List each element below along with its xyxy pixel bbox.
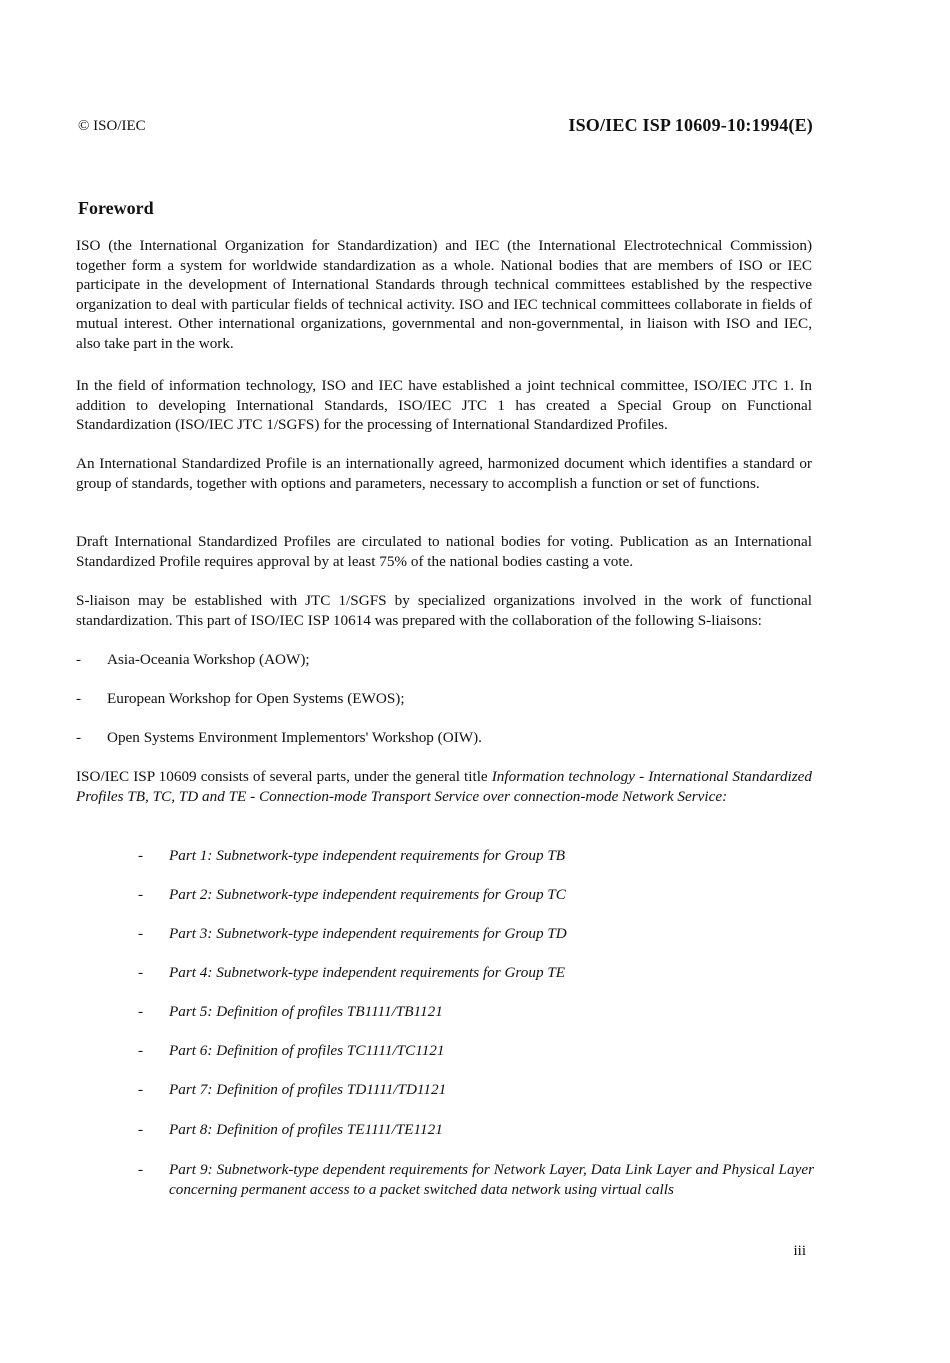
paragraph-series-intro — [76, 767, 812, 806]
part-text: Part 6: Definition of profiles TC1111/TC1121 — [169, 1042, 445, 1059]
liaison-text: Open Systems Environment Implementors' Workshop (OIW). — [107, 729, 482, 746]
part-text: Part 3: Subnetwork-type independent requirements for Group TD — [169, 925, 567, 942]
list-dash: - — [138, 1081, 144, 1098]
list-dash: - — [138, 1121, 144, 1138]
paragraph-s-liaison: S-liaison may be established with JTC 1/SGFS by specialized organizations involved in the work of functional standardization. This part of ISO/IEC ISP 10614 was prepared with the collaboration of the following S-liaisons: — [76, 592, 812, 629]
part-text: Part 5: Definition of profiles TB1111/TB1121 — [169, 1003, 443, 1020]
part-text: Part 9: Subnetwork-type dependent requirements for Network Layer, Data Link Layer and Physical Layer concerning permanent access to a packet switched data network using virtual calls — [169, 1161, 814, 1198]
part-text: Part 4: Subnetwork-type independent requirements for Group TE — [169, 964, 566, 981]
paragraph-voting: Draft International Standardized Profiles are circulated to national bodies for voting. Publication as an International Standardized Profile requires approval by at least 75% of the national bodies casting a vote. — [76, 533, 812, 570]
list-dash: - — [138, 886, 144, 903]
series-general-title: Information technology - International Standardized Profiles TB, TC, TD and TE - Connection-mode Transport Service over connection-mode Network Service: — [76, 768, 813, 805]
list-dash: - — [138, 847, 144, 864]
list-dash: - — [76, 651, 82, 668]
page-number: iii — [793, 1243, 806, 1259]
list-dash: - — [138, 1161, 144, 1178]
part-text: Part 7: Definition of profiles TD1111/TD1121 — [169, 1081, 447, 1098]
document-number-header: ISO/IEC ISP 10609-10:1994(E) — [568, 115, 813, 135]
list-dash: - — [138, 1042, 144, 1059]
list-dash: - — [138, 925, 144, 942]
part-text: Part 2: Subnetwork-type independent requirements for Group TC — [169, 886, 566, 903]
paragraph-isp-definition: An International Standardized Profile is an internationally agreed, harmonized document which identifies a standard or group of standards, together with options and parameters, necessary to accomplish a function or set of functions. — [76, 455, 812, 492]
paragraph-jtc1: In the field of information technology, ISO and IEC have established a joint technical committee, ISO/IEC JTC 1. In addition to developing International Standards, ISO/IEC JTC 1 has created a Special Group on Functional Standardization (ISO/IEC JTC 1/SGFS) for the processing of International Standardized Profiles. — [76, 377, 812, 433]
list-dash: - — [76, 690, 82, 707]
list-dash: - — [76, 729, 82, 746]
copyright-header: © ISO/IEC — [78, 118, 146, 134]
series-intro-prefix: ISO/IEC ISP 10609 consists of several parts, under the general title — [76, 768, 492, 785]
paragraph-iso-iec: ISO (the International Organization for Standardization) and IEC (the International Electrotechnical Commission) together form a system for worldwide standardization as a whole. National bodies that are members of ISO or IEC participate in the development of International Standards through technical committees established by the respective organization to deal with particular fields of technical activity. ISO and IEC technical committees collaborate in fields of mutual interest. Other international organizations, governmental and non-governmental, in liaison with ISO and IEC, also take part in the work. — [76, 237, 812, 352]
part-text: Part 1: Subnetwork-type independent requirements for Group TB — [169, 847, 566, 864]
part-text: Part 8: Definition of profiles TE1111/TE1121 — [169, 1121, 443, 1138]
list-dash: - — [138, 1003, 144, 1020]
liaison-text: European Workshop for Open Systems (EWOS); — [107, 690, 405, 707]
liaison-text: Asia-Oceania Workshop (AOW); — [107, 651, 310, 668]
list-dash: - — [138, 964, 144, 981]
section-title: Foreword — [78, 198, 154, 218]
